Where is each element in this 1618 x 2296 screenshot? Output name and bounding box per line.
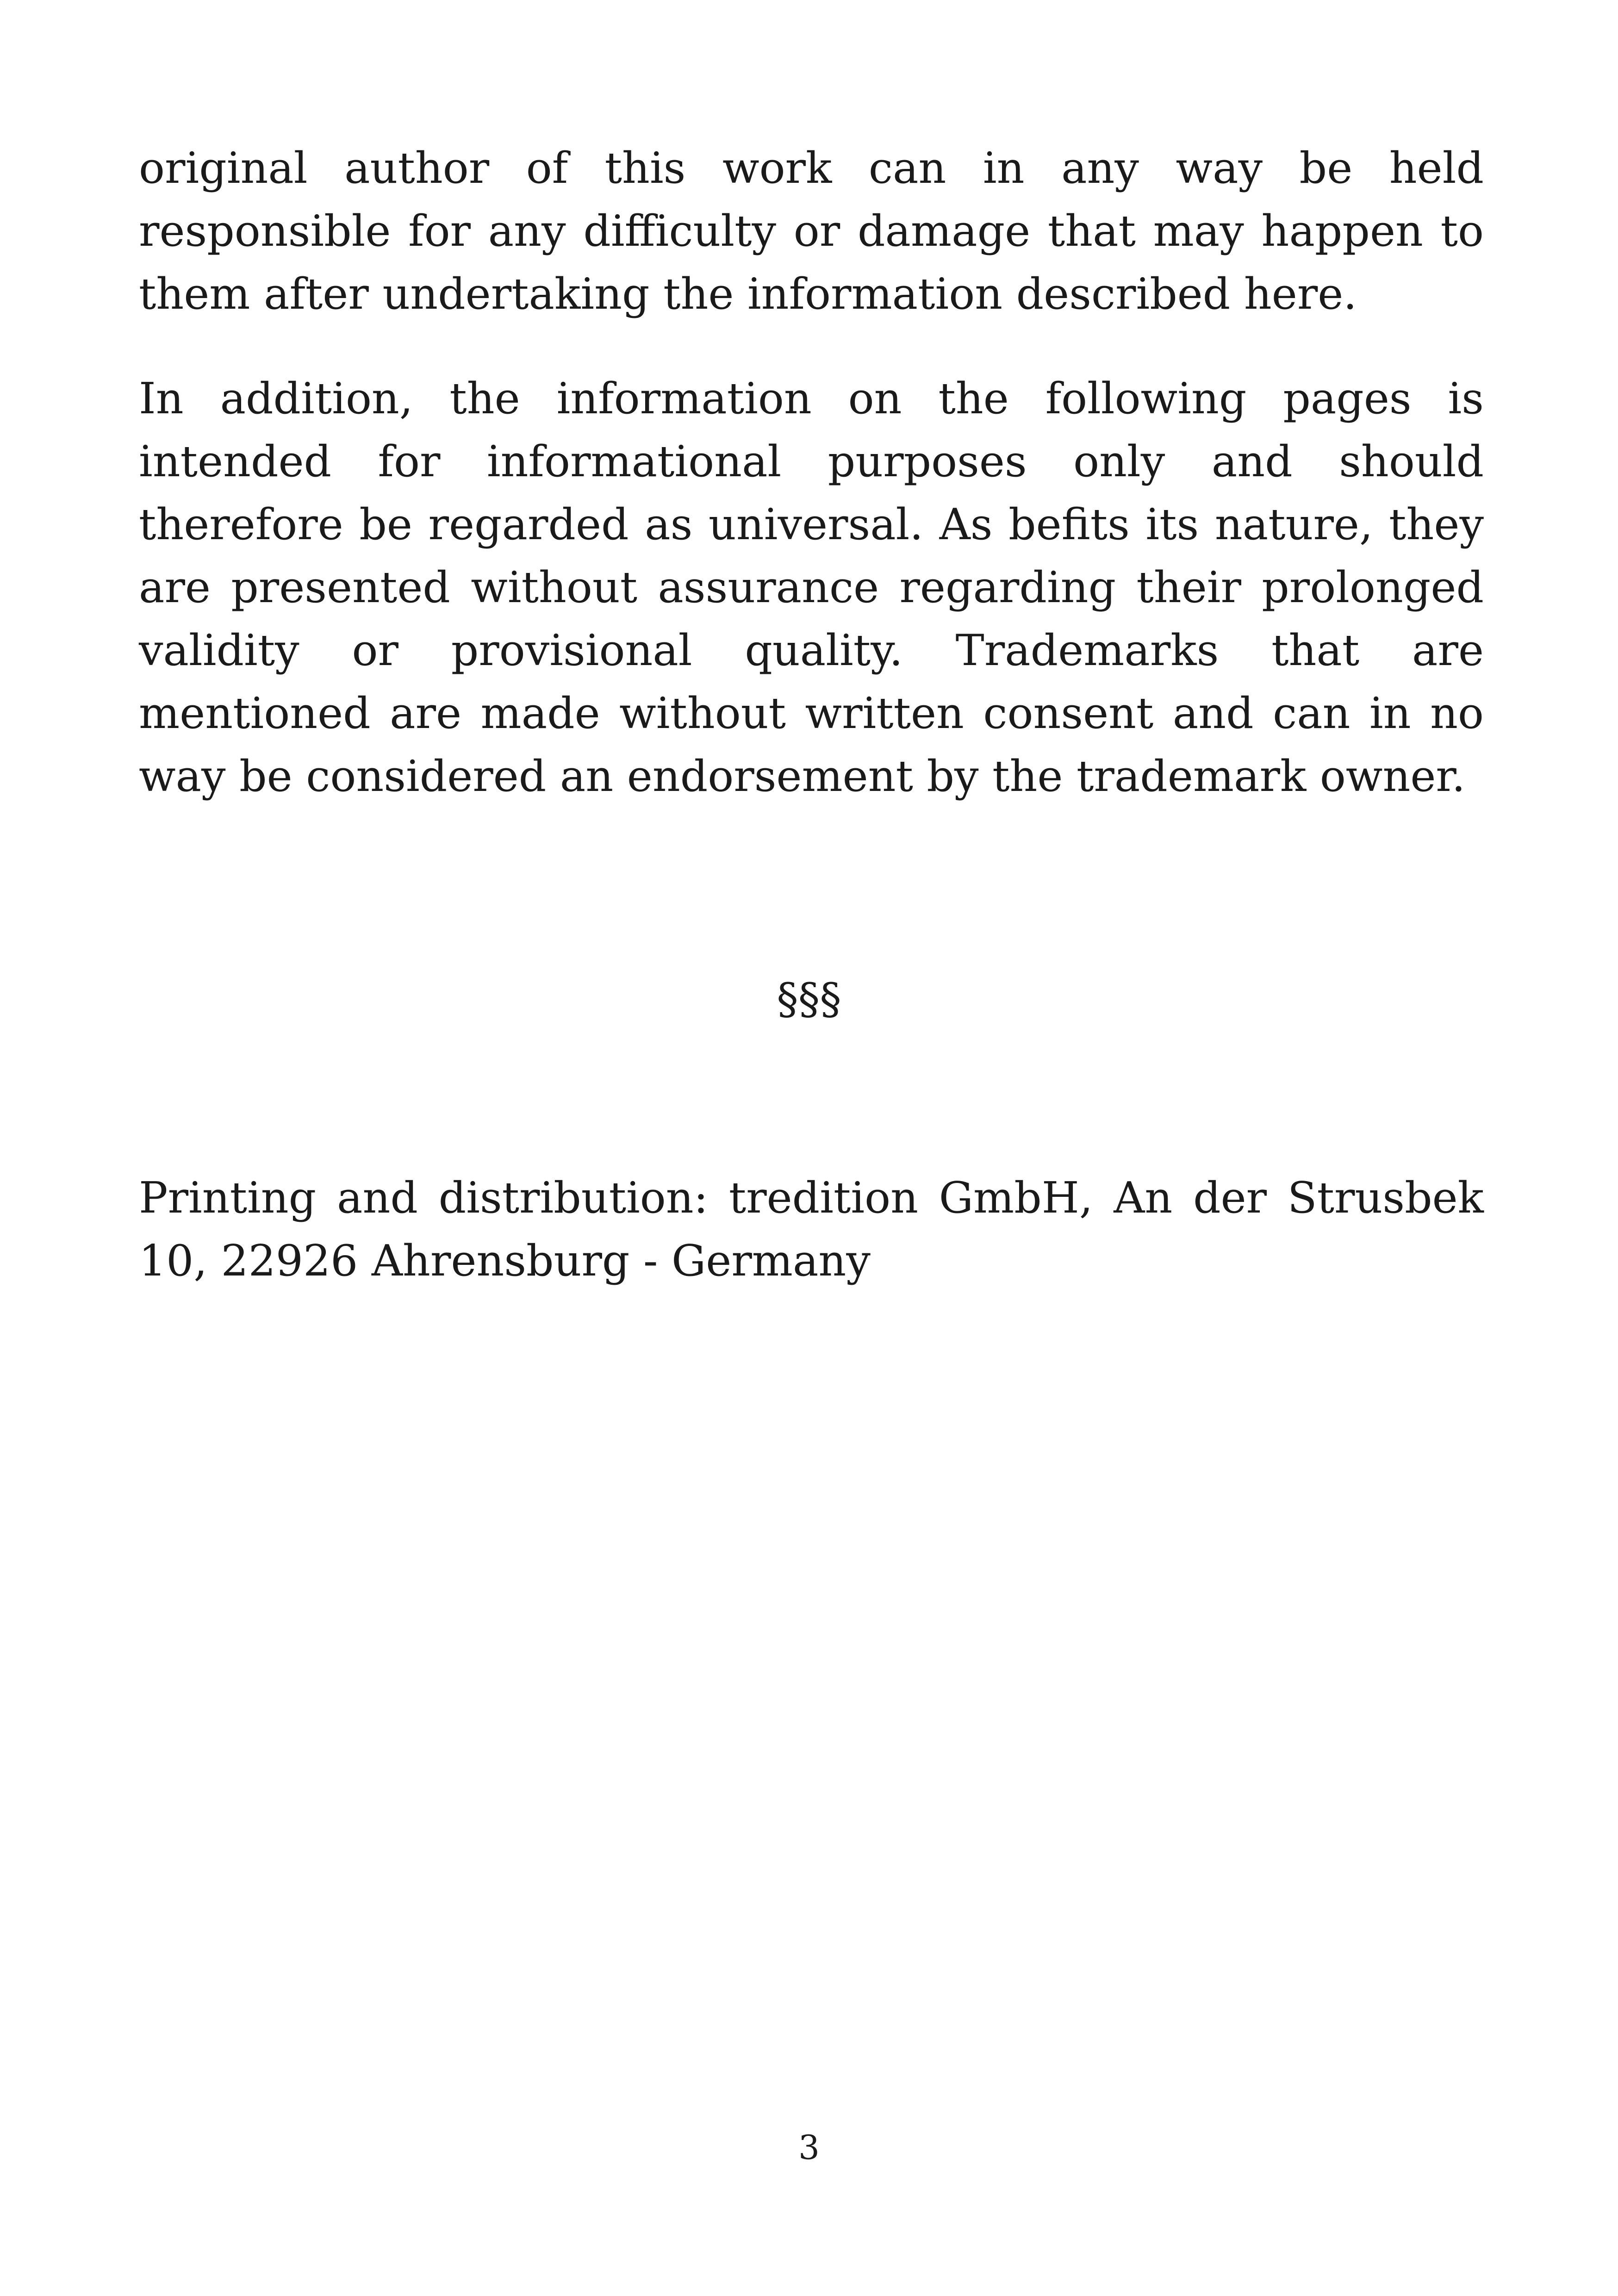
section-separator: §§§: [777, 974, 841, 1024]
imprint-paragraph: Printing and distribution: tredition GmbH, An der Strusbek 10, 22926 Ahrensburg - Germany: [139, 1173, 1484, 1286]
page-number: 3: [798, 2128, 820, 2167]
disclaimer-paragraph-continued: original author of this work can in any way be held responsible for any difficulty or damage that may happen to them after undertaking the information described here.: [139, 143, 1484, 319]
disclaimer-paragraph-informational: In addition, the information on the following pages is intended for informational purposes only and should therefore be regarded as universal. As befits its nature, they are presented without assurance regarding their prolonged validity or provisional quality. Trademarks that are mentioned are made without written consent and can in no way be considered an endorsement by the trademark owner.: [139, 373, 1484, 801]
